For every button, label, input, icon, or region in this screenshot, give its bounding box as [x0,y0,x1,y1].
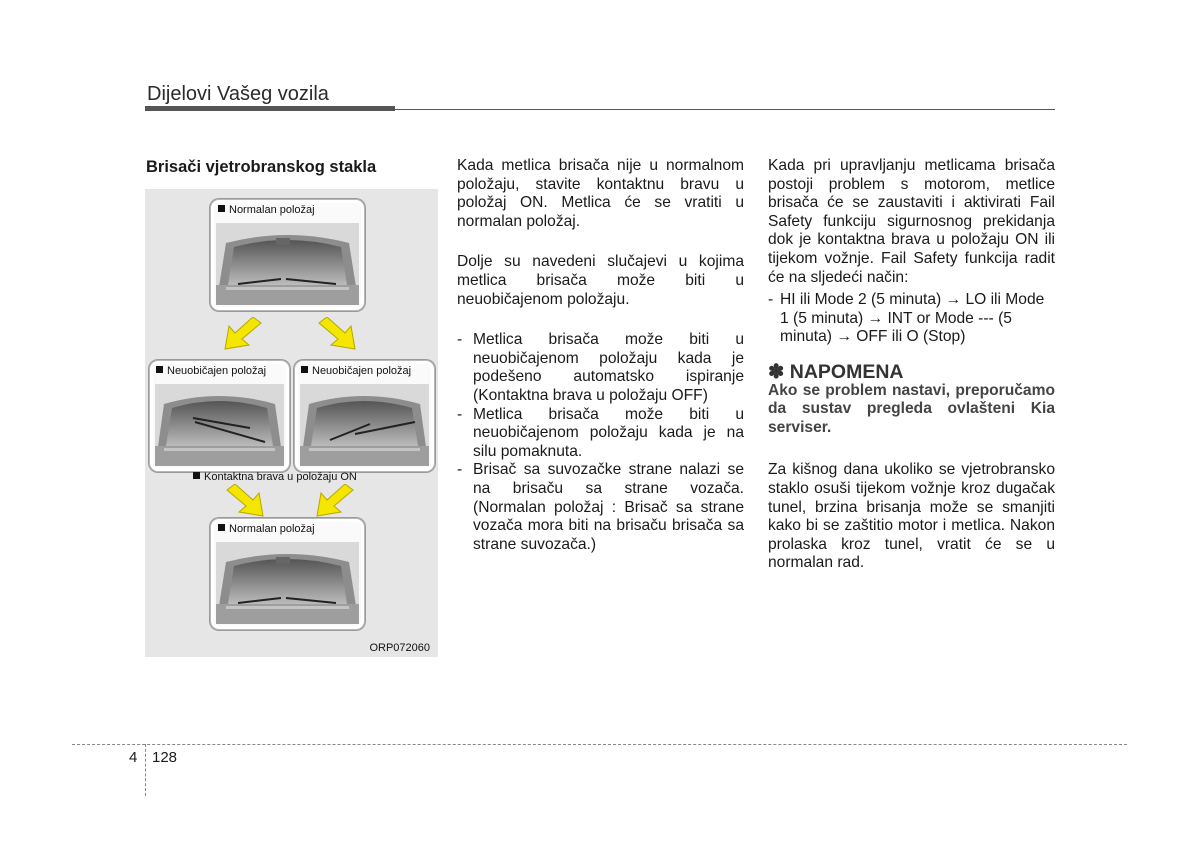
chapter-number: 4 [129,749,138,766]
windshield-normal-illustration [216,542,359,624]
panel-normal-top [210,199,365,311]
text-column-middle [457,157,744,554]
panel-abnormal-right [294,360,435,472]
panel-label [301,365,411,377]
footer-vertical-divider [145,744,146,796]
page-number: 128 [152,749,178,766]
panel-abnormal-left [149,360,290,472]
arrow-down-right-icon [317,317,357,351]
arrow-down-left-icon [223,317,263,351]
paragraph: Kada metlica brisača nije u normalnom položaju, stavite kontaktnu bravu u položaj ON. Metlica će se vratiti u normalan položaj. [457,157,744,230]
paragraph: Za kišnog dana ukoliko se vjetrobransko staklo osuši tijekom vožnje kroz dugačak tunel, brzina brisanja može se smanjiti kako bi se zaštitio motor i metlica. Nakon prolaska kroz tunel, vratit će se u normalan rad. [768,461,1055,572]
arrow-down-right-icon [225,484,265,518]
panel-label-text: Normalan položaj [229,523,315,535]
list-item: - Brisač sa suvozačke strane nalazi se na brisaču sa strane vozača. (Normalan položaj : Brisač sa strane vozača mora biti na brisaču brisača sa strane suvozača.) [457,461,744,554]
panel-label-text: Neuobičajen položaj [312,365,412,377]
wiper-position-figure [145,189,438,657]
list-item: - Metlica brisača može biti u neuobičajenom položaju kada je podešeno automatsko ispiranje (Kontaktna brava u položaju OFF) [457,331,744,405]
page-header-title: Dijelovi Vašeg vozila [147,83,329,105]
list-item: - Metlica brisača može biti u neuobičajenom položaju kada je na silu pomaknuta. [457,406,744,462]
panel-label [218,523,315,535]
arrow-down-left-icon [315,484,355,518]
panel-label-text: Normalan položaj [229,204,315,216]
header-rule-thick [145,106,395,111]
bullet-square-icon [156,366,163,373]
bullet-square-icon [193,472,200,479]
windshield-abnormal-illustration [300,384,429,466]
ignition-on-text: Kontaktna brava u položaju ON [204,471,357,483]
bullet-square-icon [218,524,225,531]
note-title: ✽ NAPOMENA [768,360,904,383]
figure-code: ORP072060 [369,642,430,654]
header-rule-thin [395,109,1055,110]
bullet-list [457,331,744,554]
panel-normal-bottom [210,518,365,630]
ignition-on-label [193,471,357,483]
text-column-right [768,157,1055,573]
panel-label-text: Neuobičajen položaj [167,365,267,377]
footer-divider [72,744,1127,745]
paragraph: Kada pri upravljanju metlicama brisača postoji problem s motorom, metlice brisača će se zaustaviti i aktivirati Fail Safety funkciju sigurnosnog prekidanja dok je kontaktna brava u položaju ON ili tijekom vožnje. Fail Safety funkcija radit će na sljedeći način: [768,157,1055,286]
section-heading: Brisači vjetrobranskog stakla [146,158,377,176]
list-item: - HI ili Mode 2 (5 minuta) → LO ili Mode 1 (5 minuta) → INT or Mode --- (5 minuta) → OFF ili O (Stop) [768,291,1055,347]
mode-sequence-list [768,291,1055,347]
panel-label [156,365,266,377]
windshield-abnormal-illustration [155,384,284,466]
windshield-normal-illustration [216,223,359,305]
note-body: Ako se problem nastavi, preporučamo da sustav pregleda ovlašteni Kia serviser. [768,381,1055,436]
paragraph: Dolje su navedeni slučajevi u kojima metlica brisača može biti u neuobičajenom položaju. [457,253,744,308]
bullet-square-icon [301,366,308,373]
bullet-square-icon [218,205,225,212]
panel-label [218,204,315,216]
